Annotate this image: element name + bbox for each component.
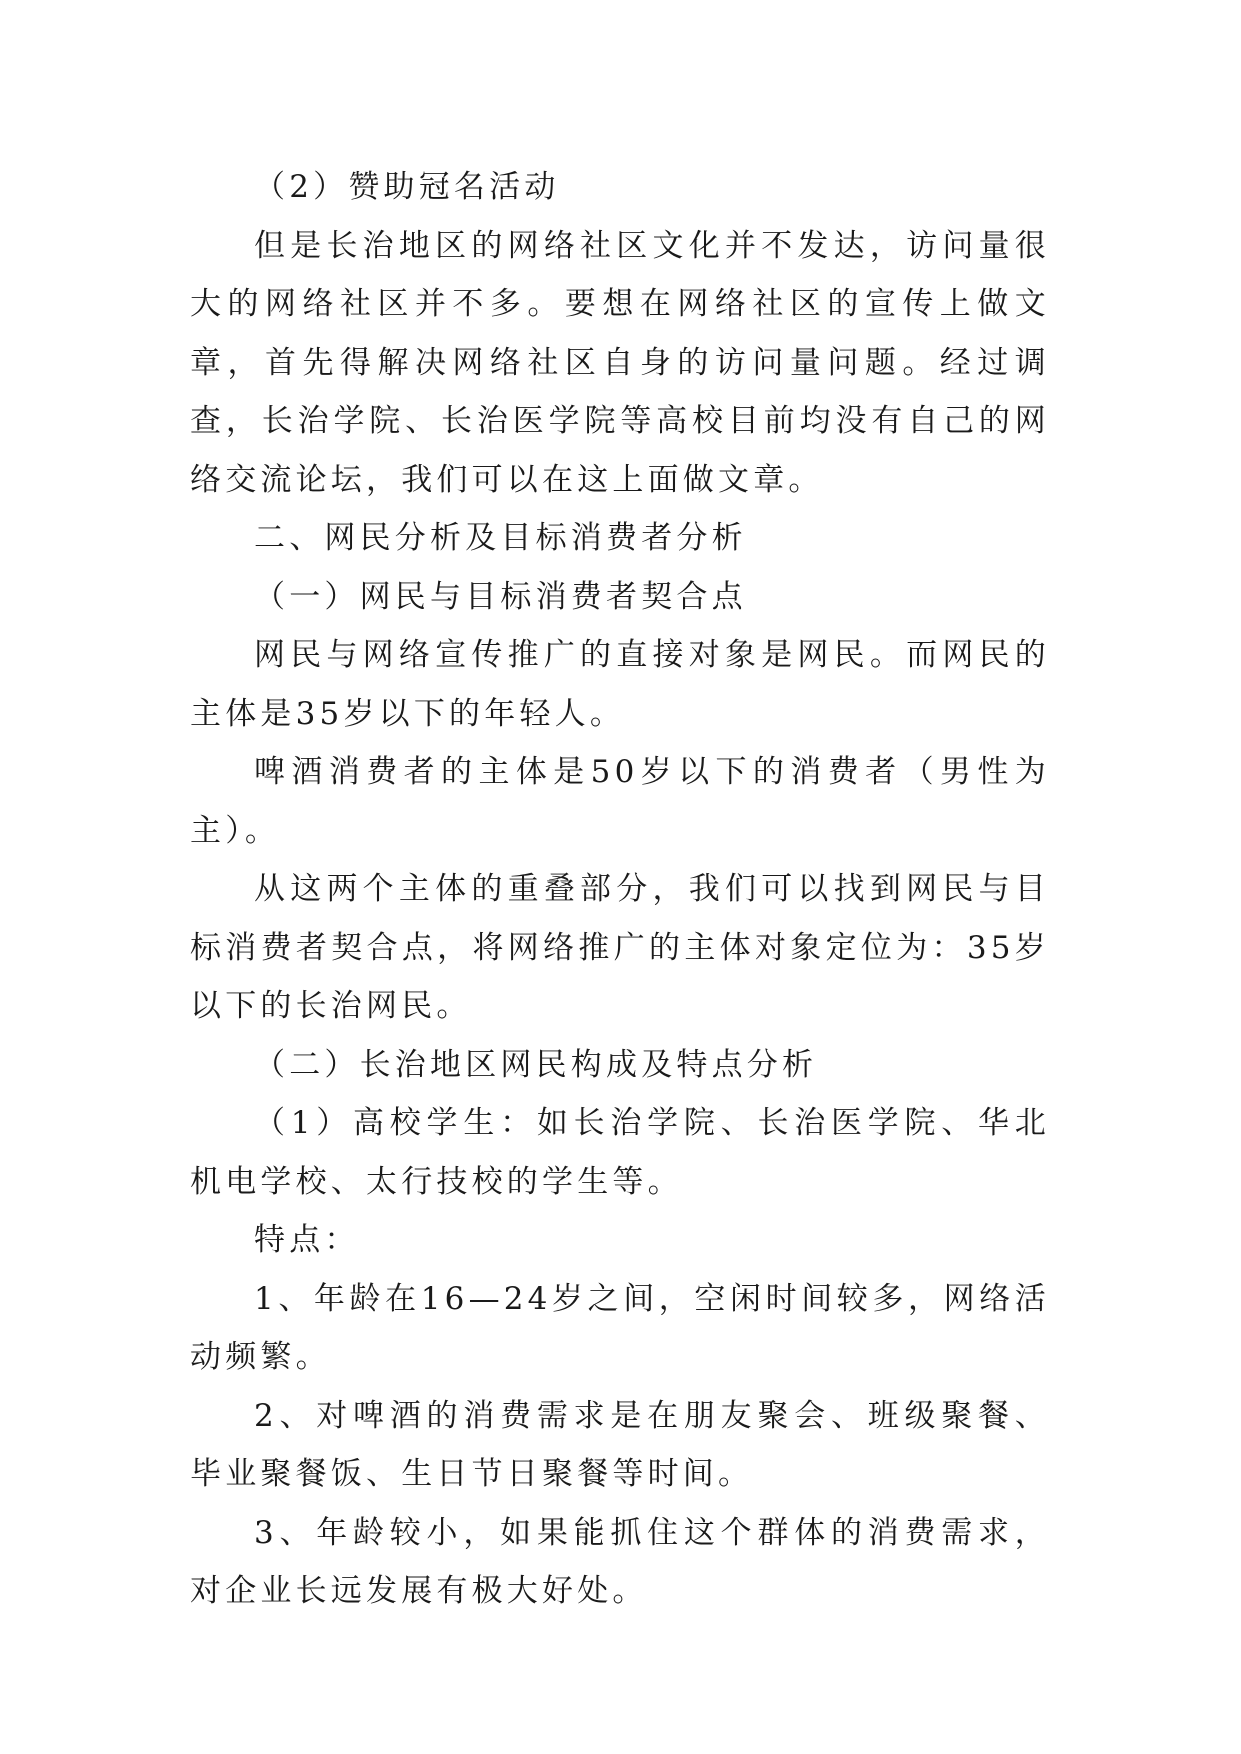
paragraph-overlap: 从这两个主体的重叠部分，我们可以找到网民与目标消费者契合点，将网络推广的主体对象定位为：35岁以下的长治网民。 bbox=[190, 871, 1050, 1024]
paragraph-college-students: （1）高校学生：如长治学院、长治医学院、华北机电学校、太行技校的学生等。 bbox=[190, 1105, 1050, 1200]
subsection-heading-fit-point: （一）网民与目标消费者契合点 bbox=[254, 578, 747, 615]
paragraph-features-label: 特点： bbox=[254, 1222, 360, 1258]
document-body bbox=[190, 158, 1050, 1621]
list-item-feature-2: 2、对啤酒的消费需求是在朋友聚会、班级聚餐、毕业聚餐饭、生日节日聚餐等时间。 bbox=[190, 1397, 1050, 1492]
paragraph-netizen-subject: 网民与网络宣传推广的直接对象是网民。而网民的主体是35岁以下的年轻人。 bbox=[190, 637, 1050, 732]
section-heading-netizen-analysis: 二、网民分析及目标消费者分析 bbox=[254, 520, 747, 556]
list-item-feature-1: 1、年龄在16—24岁之间，空闲时间较多，网络活动频繁。 bbox=[190, 1280, 1050, 1375]
list-item-feature-3: 3、年龄较小，如果能抓住这个群体的消费需求，对企业长远发展有极大好处。 bbox=[190, 1514, 1050, 1609]
subsection-heading-composition: （二）长治地区网民构成及特点分析 bbox=[254, 1046, 818, 1083]
paragraph-beer-consumer: 啤酒消费者的主体是50岁以下的消费者（男性为主）。 bbox=[190, 754, 1050, 849]
paragraph-sponsorship-heading: （2）赞助冠名活动 bbox=[254, 169, 560, 205]
paragraph-network-community: 但是长治地区的网络社区文化并不发达，访问量很大的网络社区并不多。要想在网络社区的宣传上做文章，首先得解决网络社区自身的访问量问题。经过调查，长治学院、长治医学院等高校目前均没有自己的网络交流论坛，我们可以在这上面做文章。 bbox=[190, 227, 1050, 498]
